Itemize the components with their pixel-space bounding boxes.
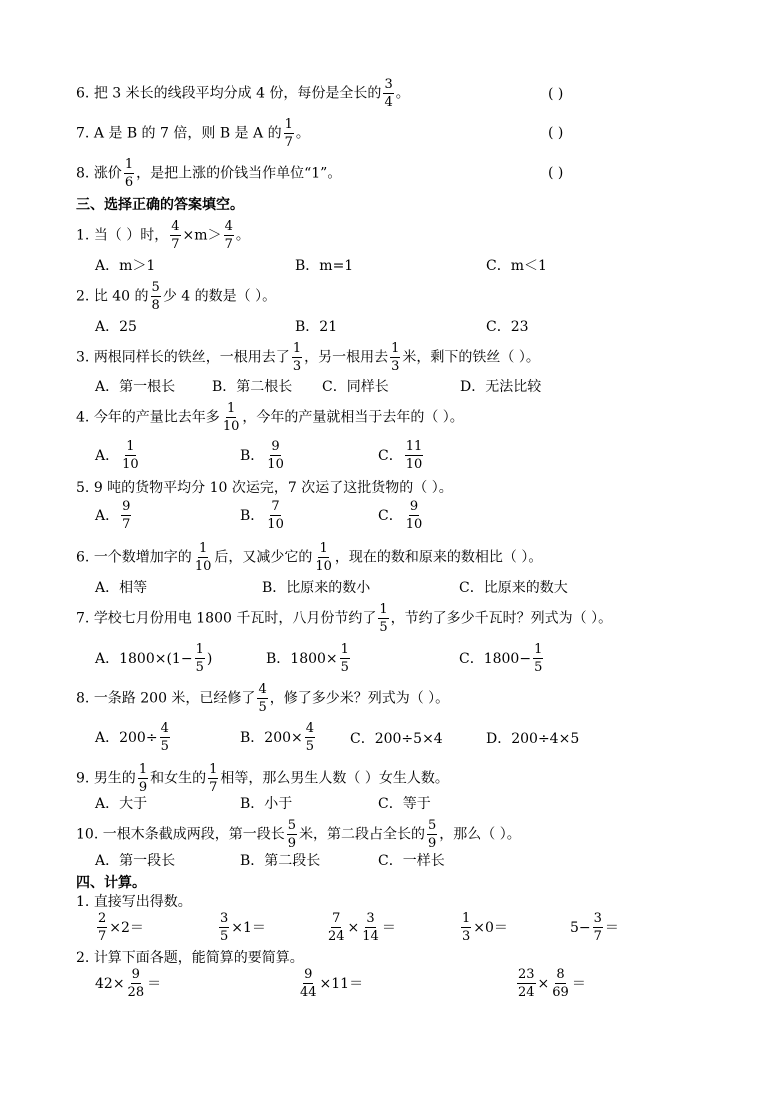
fraction: $\frac{1}{3}$ xyxy=(391,341,400,374)
option-b[interactable]: B．1800× $\frac{1}{5}$ xyxy=(266,642,349,675)
fraction: $\frac{4}{5}$ xyxy=(258,682,267,715)
option-d[interactable]: D．200÷4×5 xyxy=(486,731,580,747)
oral-calc-2: $\frac{3}{5}$ ×1＝ xyxy=(220,911,266,944)
fraction: $\frac{1}{3}$ xyxy=(462,911,471,944)
oral-calc-5: 5− $\frac{3}{7}$ ＝ xyxy=(570,911,619,944)
fraction: $\frac{1}{9}$ xyxy=(138,762,148,795)
choice-question-2: 2. 比 40 的 $\frac{5}{8}$ 少 4 的数是（ ）。 xyxy=(76,280,277,313)
fraction: $\frac{1}{10}$ xyxy=(222,401,240,434)
option-a[interactable]: A．大于 xyxy=(95,796,148,812)
option-b[interactable]: B．比原来的数小 xyxy=(262,580,371,596)
option-c[interactable]: C．m＜1 xyxy=(486,258,547,274)
option-b[interactable]: B．小于 xyxy=(240,796,293,812)
fraction: $\frac{9}{44}$ xyxy=(300,967,317,1000)
option-b[interactable]: B．第二段长 xyxy=(240,853,321,869)
choice-question-4: 4. 今年的产量比去年多 $\frac{1}{10}$ ，今年的产量就相当于去年的（ ）。 xyxy=(76,401,464,434)
option-b[interactable]: B．m=1 xyxy=(295,258,354,274)
section-title-3: 三、选择正确的答案填空。 xyxy=(76,197,244,213)
section-title-4: 四、计算。 xyxy=(76,875,146,891)
option-a[interactable]: A．m＞1 xyxy=(95,258,156,274)
calc-question-2: 2. 计算下面各题，能简算的要简算。 xyxy=(76,950,304,966)
option-c[interactable]: C．23 xyxy=(486,319,529,335)
fraction: $\frac{7}{10}$ xyxy=(267,499,284,532)
choice-question-8: 8. 一条路 200 米，已经修了 $\frac{4}{5}$ ，修了多少米？列式为（ ）。 xyxy=(76,682,450,715)
option-b[interactable]: B． $\frac{9}{10}$ xyxy=(240,439,284,472)
option-d[interactable]: D．无法比较 xyxy=(460,379,542,395)
fraction: $\frac{9}{10}$ xyxy=(405,499,423,532)
choice-question-10: 10. 一根木条截成两段，第一段长 $\frac{5}{9}$ 米，第二段占全长的 $\frac{5}{9}$ ，那么（ ）。 xyxy=(76,818,521,851)
fraction: $\frac{1}{7}$ xyxy=(284,117,293,150)
fraction: $\frac{4}{7}$ xyxy=(171,219,180,252)
fraction: $\frac{1}{5}$ xyxy=(195,642,204,675)
option-a[interactable]: A．相等 xyxy=(95,580,148,596)
option-c[interactable]: C． $\frac{11}{10}$ xyxy=(378,439,423,472)
fraction: $\frac{9}{10}$ xyxy=(267,439,284,472)
fraction: $\frac{2}{7}$ xyxy=(98,911,107,944)
oral-calc-4: $\frac{1}{3}$ ×0＝ xyxy=(462,911,508,944)
fraction: $\frac{8}{69}$ xyxy=(552,967,569,1000)
option-b[interactable]: B．21 xyxy=(295,319,338,335)
fraction: $\frac{4}{5}$ xyxy=(305,721,315,754)
option-c[interactable]: C．200÷5×4 xyxy=(350,731,443,747)
choice-question-7: 7. 学校七月份用电 1800 千瓦时，八月份节约了 $\frac{1}{5}$ ，节约了多少千瓦时？列式为（ ）。 xyxy=(76,602,613,635)
fraction: $\frac{1}{5}$ xyxy=(340,642,349,675)
option-a[interactable]: A． $\frac{1}{10}$ xyxy=(95,439,139,472)
fraction: $\frac{3}{5}$ xyxy=(220,911,229,944)
option-c[interactable]: C．一样长 xyxy=(378,853,445,869)
fraction: $\frac{1}{3}$ xyxy=(292,341,302,374)
fraction: $\frac{5}{8}$ xyxy=(151,280,160,313)
fraction: $\frac{5}{9}$ xyxy=(428,818,437,851)
fraction: $\frac{11}{10}$ xyxy=(405,439,423,472)
oral-calc-3: $\frac{7}{24}$ × $\frac{3}{14}$ ＝ xyxy=(328,911,396,944)
option-b[interactable]: B．第二根长 xyxy=(212,379,293,395)
answer-paren[interactable]: ( ) xyxy=(548,125,564,141)
fraction: $\frac{4}{7}$ xyxy=(224,219,233,252)
fraction: $\frac{1}{10}$ xyxy=(122,439,139,472)
option-c[interactable]: C．1800− $\frac{1}{5}$ xyxy=(459,642,543,675)
option-c[interactable]: C．比原来的数大 xyxy=(459,580,568,596)
answer-paren[interactable]: ( ) xyxy=(548,165,564,181)
fraction: $\frac{1}{10}$ xyxy=(194,541,212,574)
choice-question-1: 1. 当（ ）时， $\frac{4}{7}$ ×m＞ $\frac{4}{7}$ 。 xyxy=(76,219,250,252)
oral-calc-1: $\frac{2}{7}$ ×2＝ xyxy=(98,911,144,944)
answer-paren[interactable]: ( ) xyxy=(548,86,564,102)
judge-question-8: 8. 涨价 $\frac{1}{6}$ ，是把上涨的价钱当作单位“1”。 xyxy=(76,157,342,190)
choice-question-3: 3. 两根同样长的铁丝，一根用去了 $\frac{1}{3}$ ，另一根用去 $\frac{1}{3}$ 米，剩下的铁丝（ ）。 xyxy=(76,341,540,374)
fraction: $\frac{23}{24}$ xyxy=(518,967,535,1000)
judge-question-6: 6. 把 3 米长的线段平均分成 4 份，每份是全长的 $\frac{3}{4}$ 。 xyxy=(76,77,410,110)
option-a[interactable]: A．1800×(1− $\frac{1}{5}$ ) xyxy=(95,642,213,675)
option-b[interactable]: B． $\frac{7}{10}$ xyxy=(240,499,284,532)
fraction: $\frac{4}{5}$ xyxy=(160,721,169,754)
fraction: $\frac{9}{7}$ xyxy=(122,499,131,532)
option-a[interactable]: A．第一段长 xyxy=(95,853,176,869)
option-c[interactable]: C．等于 xyxy=(378,796,431,812)
simplify-calc-3: $\frac{23}{24}$ × $\frac{8}{69}$ ＝ xyxy=(518,967,586,1000)
fraction: $\frac{9}{28}$ xyxy=(127,967,145,1000)
choice-question-5: 5. 9 吨的货物平均分 10 次运完，7 次运了这批货物的（ ）。 xyxy=(76,480,453,496)
option-c[interactable]: C． $\frac{9}{10}$ xyxy=(378,499,423,532)
simplify-calc-1: 42× $\frac{9}{28}$ ＝ xyxy=(95,967,162,1000)
fraction: $\frac{5}{9}$ xyxy=(287,818,296,851)
simplify-calc-2: $\frac{9}{44}$ ×11＝ xyxy=(300,967,364,1000)
fraction: $\frac{7}{24}$ xyxy=(328,911,345,944)
fraction: $\frac{3}{4}$ xyxy=(384,77,393,110)
calc-question-1: 1. 直接写出得数。 xyxy=(76,894,192,910)
option-a[interactable]: A．第一根长 xyxy=(95,379,176,395)
judge-question-7: 7. A 是 B 的 7 倍，则 B 是 A 的 $\frac{1}{7}$ 。 xyxy=(76,117,310,150)
choice-question-6: 6. 一个数增加字的 $\frac{1}{10}$ 后，又减少它的 $\frac{1}{10}$ ，现在的数和原来的数相比（ ）。 xyxy=(76,541,543,574)
fraction: $\frac{1}{10}$ xyxy=(315,541,332,574)
fraction: $\frac{3}{7}$ xyxy=(593,911,602,944)
fraction: $\frac{1}{6}$ xyxy=(124,157,134,190)
option-a[interactable]: A．25 xyxy=(95,319,137,335)
fraction: $\frac{1}{7}$ xyxy=(209,762,218,795)
option-a[interactable]: A．200÷ $\frac{4}{5}$ xyxy=(95,721,169,754)
choice-question-9: 9. 男生的 $\frac{1}{9}$ 和女生的 $\frac{1}{7}$ 相等，那么男生人数（ ）女生人数。 xyxy=(76,762,449,795)
fraction: $\frac{1}{5}$ xyxy=(379,602,388,635)
fraction: $\frac{3}{14}$ xyxy=(362,911,379,944)
option-c[interactable]: C．同样长 xyxy=(322,379,389,395)
fraction: $\frac{1}{5}$ xyxy=(534,642,543,675)
option-b[interactable]: B．200× $\frac{4}{5}$ xyxy=(240,721,315,754)
option-a[interactable]: A． $\frac{9}{7}$ xyxy=(95,499,131,532)
